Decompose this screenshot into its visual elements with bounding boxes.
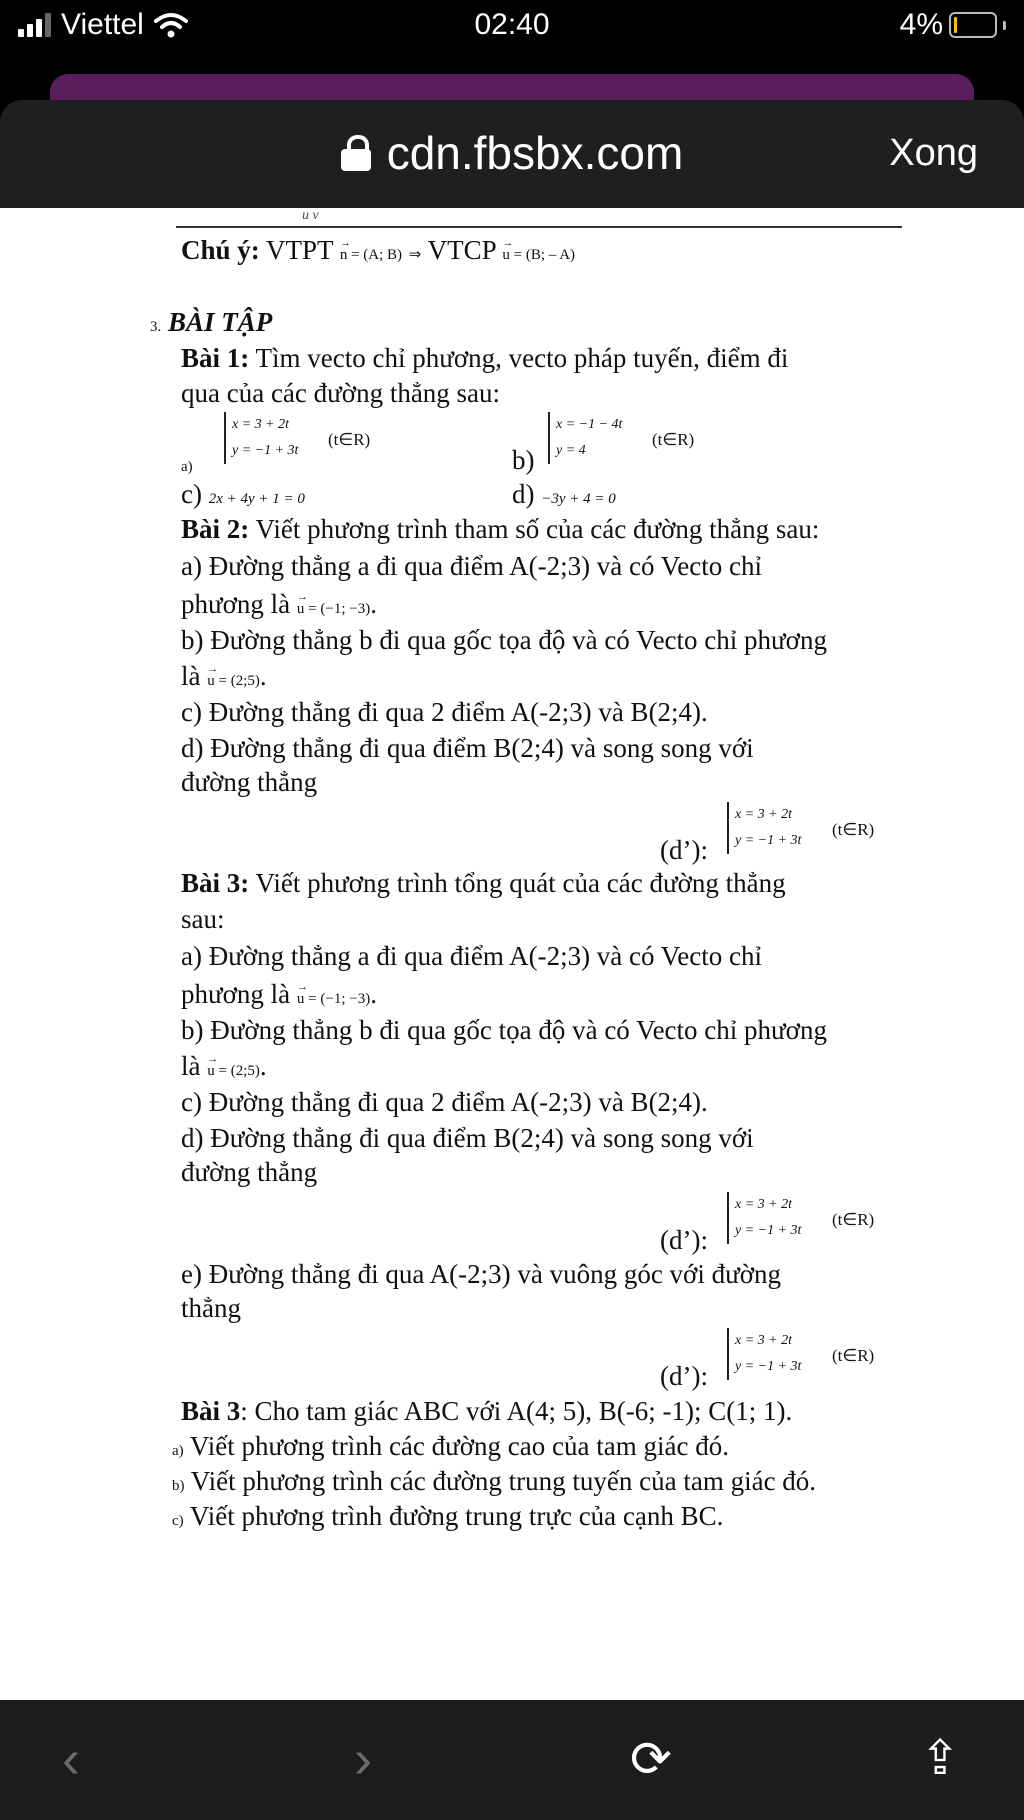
bai2-d-x: x = 3 + 2t xyxy=(735,807,792,822)
bai3-b2: là → u = (2;5). xyxy=(181,1050,267,1087)
vtcp-text: VTCP xyxy=(427,235,496,265)
bai2-title-text: Viết phương trình tham số của các đường thẳng sau: xyxy=(249,514,820,544)
implies-arrow: ⇒ xyxy=(408,247,422,263)
bai1-c-label: c) xyxy=(181,479,202,509)
bai1-a-x: x = 3 + 2t xyxy=(232,417,289,432)
bai1-c xyxy=(181,478,305,515)
bai3-d2: đường thẳng xyxy=(181,1157,318,1187)
bai1-b-label: b) xyxy=(512,445,535,475)
bai1-b-y: y = 4 xyxy=(556,443,586,458)
browser-header xyxy=(0,100,1024,208)
bai2-b-vector: → u = (2;5) xyxy=(207,665,260,697)
back-icon: ‹ xyxy=(62,1729,80,1789)
status-bar xyxy=(0,0,1024,60)
bai3b-c-text: Viết phương trình đường trung trực của cạnh BC. xyxy=(183,1501,724,1531)
bai2-d-label: (d’): xyxy=(660,835,708,865)
bai1-a-system xyxy=(224,412,298,464)
status-right xyxy=(900,8,1006,42)
bai3-e-param: (t∈R) xyxy=(832,1346,875,1365)
bai3-title-text: Viết phương trình tổng quát của các đường thẳng xyxy=(249,868,786,898)
bai2-b1: b) Đường thẳng b đi qua gốc tọa độ và có Vecto chỉ phương xyxy=(181,625,827,655)
bai3-e1: e) Đường thẳng đi qua A(-2;3) và vuông góc với đường xyxy=(181,1259,781,1289)
bai2-d2: đường thẳng xyxy=(181,767,318,797)
reload-icon: ⟳ xyxy=(630,1731,672,1787)
bai2-a2-text: phương là xyxy=(181,589,291,619)
lock-icon xyxy=(341,135,371,171)
bai3b-title xyxy=(181,1395,792,1427)
note-label: Chú ý: xyxy=(181,235,260,265)
bai3-e-x: x = 3 + 2t xyxy=(735,1333,792,1348)
bai2-b2: là → u = (2;5). xyxy=(181,660,267,697)
vtpt-text: VTPT xyxy=(266,235,334,265)
bai1-text1: Tìm vecto chỉ phương, vecto pháp tuyến, điểm đi xyxy=(249,343,789,373)
document-page xyxy=(0,208,1024,1700)
bai3-e-system xyxy=(727,1328,801,1380)
bai3-b1: b) Đường thẳng b đi qua gốc tọa độ và có Vecto chỉ phương xyxy=(181,1015,827,1045)
bai1-b-system xyxy=(548,412,622,464)
bai2-c: c) Đường thẳng đi qua 2 điểm A(-2;3) và B(2;4). xyxy=(181,697,708,727)
bai3b-b-text: Viết phương trình các đường trung tuyến của tam giác đó. xyxy=(184,1466,817,1496)
bai3-d-y: y = −1 + 3t xyxy=(735,1223,802,1238)
bai3-b-vector: → u = (2;5) xyxy=(207,1055,260,1087)
bai2-b2-text: là xyxy=(181,661,201,691)
bai3-d-param: (t∈R) xyxy=(832,1210,875,1229)
clock: 02:40 xyxy=(474,8,550,41)
bai1-b-x: x = −1 − 4t xyxy=(556,417,623,432)
bai3b-a-text: Viết phương trình các đường cao của tam giác đó. xyxy=(183,1431,729,1461)
bai1-line2: qua của các đường thẳng sau: xyxy=(181,378,501,408)
bai1-a-label: a) xyxy=(181,459,193,475)
url-text: cdn.fbsbx.com xyxy=(386,127,684,179)
bai3b-a xyxy=(172,1430,729,1467)
bottom-toolbar xyxy=(0,1700,1024,1820)
battery-nub xyxy=(1003,21,1006,30)
note-line xyxy=(181,234,575,271)
bai1-d xyxy=(512,478,616,515)
bai3b-c-label: c) xyxy=(172,1513,184,1529)
bai1-line1 xyxy=(181,342,788,374)
bai3-b2-text: là xyxy=(181,1051,201,1081)
bai3b-b xyxy=(172,1465,816,1502)
forward-button[interactable] xyxy=(354,1728,372,1790)
bai2-d-y: y = −1 + 3t xyxy=(735,833,802,848)
battery-icon xyxy=(949,12,997,38)
bai1-b-param: (t∈R) xyxy=(652,430,695,449)
bai3b-a-label: a) xyxy=(172,1443,184,1459)
bai3b-c xyxy=(172,1500,723,1537)
battery-percent: 4% xyxy=(899,8,943,41)
bai2-d-system xyxy=(727,802,801,854)
section-heading xyxy=(150,306,272,343)
bai2-d-param: (t∈R) xyxy=(832,820,875,839)
bai3-c: c) Đường thẳng đi qua 2 điểm A(-2;3) và B(2;4). xyxy=(181,1087,708,1117)
reload-button[interactable] xyxy=(630,1730,672,1788)
bai3-d-label: (d’): xyxy=(660,1225,708,1255)
bai1-d-label: d) xyxy=(512,479,535,509)
normal-vector: → n = (A; B) xyxy=(340,239,402,271)
bai3-a2: phương là → u = (−1; −3). xyxy=(181,978,377,1015)
section-title: BÀI TẬP xyxy=(168,307,273,337)
bai1-a-y: y = −1 + 3t xyxy=(232,443,299,458)
bai2-a2: phương là → u = (−1; −3). xyxy=(181,588,377,625)
bai1-label: Bài 1: xyxy=(181,343,250,373)
bai2-d1: d) Đường thẳng đi qua điểm B(2;4) và song song với xyxy=(181,733,754,763)
done-button[interactable]: Xong xyxy=(889,132,978,174)
bai3-a2-text: phương là xyxy=(181,979,291,1009)
bai3-d1: d) Đường thẳng đi qua điểm B(2;4) và song song với xyxy=(181,1123,754,1153)
section-number: 3. xyxy=(150,319,162,335)
bai3b-label: Bài 3 xyxy=(181,1396,241,1426)
share-icon: ⇪ xyxy=(920,1732,961,1785)
bai2-a1: a) Đường thẳng a đi qua điểm A(-2;3) và có Vecto chỉ xyxy=(181,551,763,581)
bai3-d-system xyxy=(727,1192,801,1244)
url-display[interactable] xyxy=(0,126,1024,180)
bai2-label: Bài 2: xyxy=(181,514,250,544)
cut-off-text: u v xyxy=(302,208,319,223)
bai3-title2: sau: xyxy=(181,904,225,934)
bai3-title1 xyxy=(181,867,786,899)
share-button[interactable] xyxy=(920,1730,960,1786)
bai3-a-vector: → u = (−1; −3) xyxy=(297,983,370,1015)
top-rule xyxy=(176,226,902,228)
bai3-e-y: y = −1 + 3t xyxy=(735,1359,802,1374)
forward-icon: › xyxy=(354,1729,372,1789)
carrier-name: Viettel xyxy=(61,8,144,41)
bai1-d-eq: −3y + 4 = 0 xyxy=(541,491,616,507)
bai2-a-vector: → u = (−1; −3) xyxy=(297,593,370,625)
bai1-c-eq: 2x + 4y + 1 = 0 xyxy=(208,491,305,507)
bai3-d-x: x = 3 + 2t xyxy=(735,1197,792,1212)
bai2-title xyxy=(181,513,819,545)
bai3-e-label: (d’): xyxy=(660,1361,708,1391)
bai3-a1: a) Đường thẳng a đi qua điểm A(-2;3) và có Vecto chỉ xyxy=(181,941,763,971)
bai3b-b-label: b) xyxy=(172,1478,185,1494)
bai3-label: Bài 3: xyxy=(181,868,250,898)
bai3b-title-text: : Cho tam giác ABC với A(4; 5), B(-6; -1); C(1; 1). xyxy=(240,1396,793,1426)
bai3-e2: thẳng xyxy=(181,1293,241,1323)
back-button[interactable] xyxy=(62,1728,80,1790)
direction-vector: → u = (B; – A) xyxy=(502,239,575,271)
bai1-a-param: (t∈R) xyxy=(328,430,371,449)
